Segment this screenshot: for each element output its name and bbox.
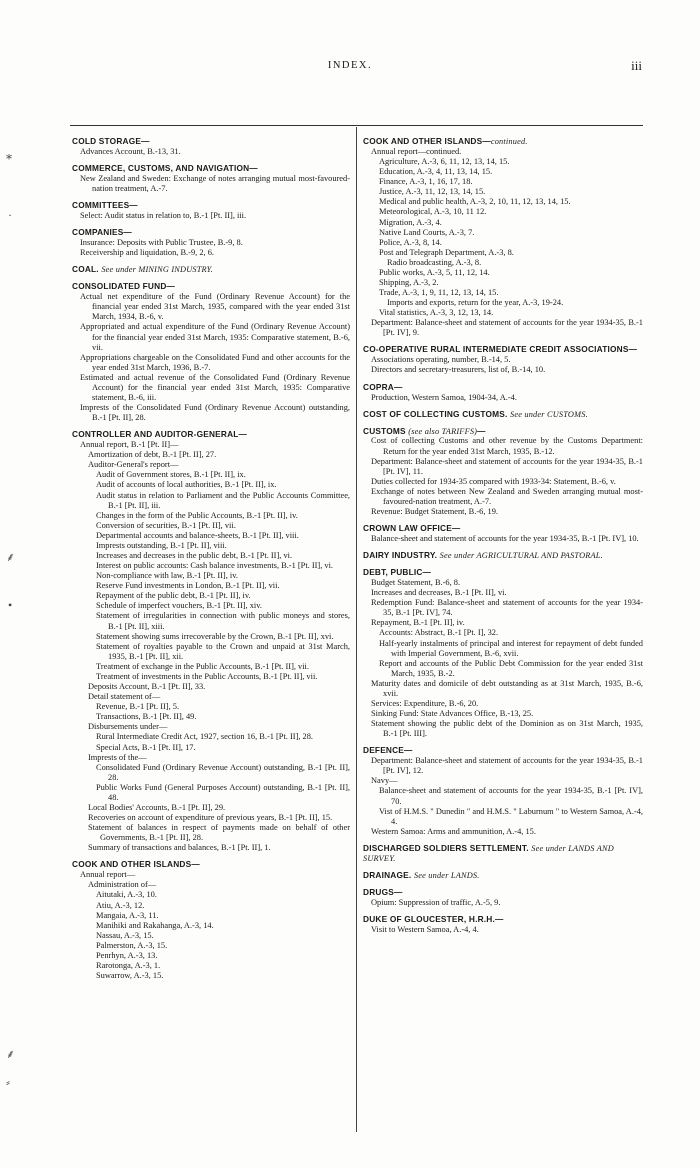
index-heading: DISCHARGED SOLDIERS SETTLEMENT. See under LANDS AND SURVEY. bbox=[363, 842, 614, 863]
index-entry bbox=[72, 164, 350, 194]
index-entry bbox=[363, 383, 643, 403]
index-line: Appropriated and actual expenditure of the Fund (Ordinary Revenue Account) for the financial year ended 31st March, 1935: Comparative statement, B.-6, vii. bbox=[80, 322, 350, 352]
index-line: Penrhyn, A.-3, 13. bbox=[96, 950, 158, 960]
index-entry bbox=[363, 410, 643, 420]
index-line: Non-compliance with law, B.-1 [Pt. II], iv. bbox=[96, 571, 238, 581]
index-line: Vist of H.M.S. " Dunedin " and H.M.S. " Laburnum " to Western Samoa, A.-4, 4. bbox=[379, 806, 643, 826]
index-line: Education, A.-3, 4, 11, 13, 14, 15. bbox=[379, 167, 493, 177]
index-line: Disbursements under— bbox=[88, 722, 168, 732]
index-entry bbox=[363, 345, 643, 375]
index-line: Amortization of debt, B.-1 [Pt. II], 27. bbox=[88, 450, 217, 460]
index-heading: CO-OPERATIVE RURAL INTERMEDIATE CREDIT ASSOCIATIONS— bbox=[363, 344, 638, 355]
index-line: Budget Statement, B.-6, 8. bbox=[371, 578, 461, 588]
index-line: Visit to Western Samoa, A.-4, 4. bbox=[371, 924, 479, 934]
index-line: Aitutaki, A.-3, 10. bbox=[96, 890, 157, 900]
index-line: Manihiki and Rakahanga, A.-3, 14. bbox=[96, 920, 214, 930]
index-line: Deposits Account, B.-1 [Pt. II], 33. bbox=[88, 682, 206, 692]
index-line: Increases and decreases in the public debt, B.-1 [Pt. II], vi. bbox=[96, 551, 293, 561]
index-line: Navy— bbox=[371, 776, 398, 786]
index-line: Statement showing the public debt of the Dominion as on 31st March, 1935, B.-1 [Pt. III]. bbox=[371, 719, 643, 739]
index-heading: DAIRY INDUSTRY. See under AGRICULTURAL AND PASTORAL. bbox=[363, 550, 603, 561]
page-title: INDEX. bbox=[327, 60, 373, 71]
index-line: Administration of— bbox=[88, 880, 157, 890]
index-line: Cost of collecting Customs and other revenue by the Customs Department: Return for the year ended 31st March, 1935, B.-12. bbox=[371, 436, 643, 456]
index-line: Accounts: Abstract, B.-1 [Pt. I], 32. bbox=[379, 628, 499, 638]
index-line: Mangaia, A.-3, 11. bbox=[96, 910, 159, 920]
index-line: Migration, A.-3, 4. bbox=[379, 217, 442, 227]
index-entry bbox=[72, 860, 350, 981]
index-line: Treatment of exchange in the Public Accounts, B.-1 [Pt. II], vii. bbox=[96, 661, 309, 671]
index-line: Western Samoa: Arms and ammunition, A.-4, 15. bbox=[371, 826, 536, 836]
index-line: Report and accounts of the Public Debt Commission for the year ended 31st March, 1935, B.-2. bbox=[379, 658, 643, 678]
index-line: Associations operating, number, B.-14, 5. bbox=[371, 355, 511, 365]
index-entry bbox=[72, 228, 350, 258]
index-line: Revenue, B.-1 [Pt. II], 5. bbox=[96, 702, 180, 712]
index-line: Imprests of the— bbox=[88, 752, 147, 762]
index-line: Auditor-General's report— bbox=[88, 460, 179, 470]
index-line: Statement of royalties payable to the Crown and unpaid at 31st March, 1935, B.-1 [Pt. II], xii. bbox=[96, 641, 350, 661]
index-line: Statement of balances in respect of payments made on behalf of other Governments, B.-1 [Pt. II], 28. bbox=[88, 823, 350, 843]
margin-mark-icon: ⸙ bbox=[6, 1047, 16, 1061]
index-line: Summary of transactions and balances, B.-1 [Pt. II], 1. bbox=[88, 843, 271, 853]
index-line: Transactions, B.-1 [Pt. II], 49. bbox=[96, 712, 197, 722]
index-line: Interest on public accounts: Cash balance investments, B.-1 [Pt. II], vi. bbox=[96, 561, 334, 571]
index-entry bbox=[363, 844, 643, 864]
index-line: Agriculture, A.-3, 6, 11, 12, 13, 14, 15. bbox=[379, 157, 510, 167]
index-entry bbox=[72, 137, 350, 157]
see-reference: See under LANDS. bbox=[413, 870, 480, 880]
index-line: Reserve Fund investments in London, B.-1 [Pt. II], vii. bbox=[96, 581, 280, 591]
index-line: Finance, A.-3, 1, 16, 17, 18. bbox=[379, 177, 473, 187]
index-line: Select: Audit status in relation to, B.-1 [Pt. II], iii. bbox=[80, 211, 247, 221]
index-line: Exchange of notes between New Zealand and Sweden arranging mutual most-favoured-nation treatment, A.-7. bbox=[371, 486, 643, 506]
index-line: Imports and exports, return for the year, A.-3, 19-24. bbox=[387, 298, 564, 308]
index-line: Detail statement of— bbox=[88, 692, 161, 702]
index-entry bbox=[363, 551, 643, 561]
index-line: Medical and public health, A.-3, 2, 10, 11, 12, 13, 14, 15. bbox=[379, 197, 571, 207]
index-heading: COOK AND OTHER ISLANDS— bbox=[72, 859, 200, 870]
index-line: Imprests outstanding, B.-1 [Pt. II], viii. bbox=[96, 540, 227, 550]
margin-mark-icon: • bbox=[8, 598, 13, 612]
index-line: Consolidated Fund (Ordinary Revenue Account) outstanding, B.-1 [Pt. II], 28. bbox=[96, 762, 350, 782]
see-reference: See under LANDS AND SURVEY. bbox=[363, 843, 614, 863]
margin-mark-icon: ⸗ bbox=[6, 1075, 10, 1089]
index-entry bbox=[363, 888, 643, 908]
index-heading: COPRA— bbox=[363, 381, 403, 392]
index-line: Department: Balance-sheet and statement of accounts for the year 1934-35, B.-1 [Pt. IV], 12. bbox=[371, 756, 643, 776]
index-heading: DEBT, PUBLIC— bbox=[363, 567, 432, 578]
index-heading: COMMITTEES— bbox=[72, 200, 138, 211]
header-rule bbox=[70, 125, 643, 126]
index-line: Nassau, A.-3, 15. bbox=[96, 930, 154, 940]
index-heading: COMMERCE, CUSTOMS, AND NAVIGATION— bbox=[72, 163, 258, 174]
index-entry bbox=[363, 427, 643, 518]
index-line: Directors and secretary-treasurers, list of, B.-14, 10. bbox=[371, 365, 546, 375]
margin-marks bbox=[0, 0, 30, 1168]
index-line: Actual net expenditure of the Fund (Ordinary Revenue Account) for the financial year ended 31st March, 1935, compared with the year ended 31st March, 1934, B.-6, v. bbox=[80, 292, 350, 322]
index-heading: CONTROLLER AND AUDITOR-GENERAL— bbox=[72, 429, 248, 440]
index-heading: COAL. See under MINING INDUSTRY. bbox=[72, 264, 214, 275]
index-heading: COMPANIES— bbox=[72, 227, 132, 238]
index-line: Recoveries on account of expenditure of previous years, B.-1 [Pt. II], 15. bbox=[88, 813, 333, 823]
index-entry bbox=[363, 524, 643, 544]
page-number: iii bbox=[631, 58, 642, 73]
index-line: Audit of Government stores, B.-1 [Pt. II], ix. bbox=[96, 470, 246, 480]
index-line: Advances Account, B.-13, 31. bbox=[80, 146, 181, 156]
index-line: Department: Balance-sheet and statement of accounts for the year 1934-35, B.-1 [Pt. IV], 9. bbox=[371, 318, 643, 338]
index-line: Balance-sheet and statement of accounts for the year 1934-35, B.-1 [Pt. IV], 10. bbox=[371, 534, 639, 544]
index-line: Public works, A.-3, 5, 11, 12, 14. bbox=[379, 267, 490, 277]
margin-mark-icon: · bbox=[8, 208, 12, 222]
index-entry bbox=[72, 265, 350, 275]
index-entry bbox=[363, 915, 643, 935]
index-line: Statement showing sums irrecoverable by the Crown, B.-1 [Pt. II], xvi. bbox=[96, 631, 334, 641]
index-heading: CROWN LAW OFFICE— bbox=[363, 523, 461, 534]
margin-mark-icon: ⁎ bbox=[6, 148, 12, 162]
index-entry bbox=[363, 137, 643, 338]
index-line: Public Works Fund (General Purposes Account) outstanding, B.-1 [Pt. II], 48. bbox=[96, 782, 350, 802]
index-line: Atiu, A.-3, 12. bbox=[96, 900, 145, 910]
index-entry bbox=[363, 746, 643, 837]
page-header bbox=[0, 60, 700, 80]
index-entry bbox=[72, 282, 350, 423]
see-reference: See under AGRICULTURAL AND PASTORAL. bbox=[439, 551, 603, 561]
index-entry bbox=[363, 871, 643, 881]
index-line: Statement of irregularities in connection with public moneys and stores, B.-1 [Pt. II], xiii. bbox=[96, 611, 350, 631]
index-line: Balance-sheet and statement of accounts for the year 1934-35, B.-1 [Pt. IV], 70. bbox=[379, 786, 643, 806]
index-line: Schedule of imperfect vouchers, B.-1 [Pt. II], xiv. bbox=[96, 601, 262, 611]
index-line: Increases and decreases, B.-1 [Pt. II], vi. bbox=[371, 588, 507, 598]
index-line: Changes in the form of the Public Accounts, B.-1 [Pt. II], iv. bbox=[96, 510, 298, 520]
right-column bbox=[363, 137, 643, 1137]
index-line: Rural Intermediate Credit Act, 1927, section 16, B.-1 [Pt. II], 28. bbox=[96, 732, 314, 742]
index-line: Repayment of the public debt, B.-1 [Pt. II], iv. bbox=[96, 591, 251, 601]
index-line: New Zealand and Sweden: Exchange of notes arranging mutual most-favoured-nation treatment, A.-7. bbox=[80, 173, 350, 194]
index-line: Annual report— bbox=[80, 870, 136, 880]
index-heading: DRUGS— bbox=[363, 886, 403, 897]
index-line: Post and Telegraph Department, A.-3, 8. bbox=[379, 247, 514, 257]
index-line: Justice, A.-3, 11, 12, 13, 14, 15. bbox=[379, 187, 486, 197]
index-line: Shipping, A.-3, 2. bbox=[379, 277, 439, 287]
index-line: Opium: Suppression of traffic, A.-5, 9. bbox=[371, 897, 501, 907]
index-line: Audit of accounts of local authorities, B.-1 [Pt. II], ix. bbox=[96, 480, 277, 490]
margin-mark-icon: ⸙ bbox=[6, 550, 16, 564]
index-line: Appropriations chargeable on the Consolidated Fund and other accounts for the year ended 31st March, 1936, B.-7. bbox=[80, 352, 350, 372]
index-line: Conversion of securities, B.-1 [Pt. II], vii. bbox=[96, 520, 236, 530]
index-heading: CUSTOMS (see also TARIFFS)— bbox=[363, 425, 486, 436]
index-line: Departmental accounts and balance-sheets, B.-1 [Pt. II], viii. bbox=[96, 530, 299, 540]
index-line: Radio broadcasting, A.-3, 8. bbox=[387, 257, 482, 267]
index-entry bbox=[72, 430, 350, 853]
index-heading: COOK AND OTHER ISLANDS—continued. bbox=[363, 137, 528, 146]
index-entry bbox=[363, 568, 643, 739]
index-line: Half-yearly instalments of principal and interest for repayment of debt funded with Imperial Government, B.-6, xvii. bbox=[379, 638, 643, 658]
index-line: Estimated and actual revenue of the Consolidated Fund (Ordinary Revenue Account) for the financial year ended 31st March, 1935: Comparative statement, B.-6, iii. bbox=[80, 372, 350, 402]
left-column bbox=[72, 137, 350, 1137]
index-entry bbox=[72, 201, 350, 221]
index-line: Special Acts, B.-1 [Pt. II], 17. bbox=[96, 742, 196, 752]
index-heading: DRAINAGE. See under LANDS. bbox=[363, 869, 480, 880]
see-reference: See under CUSTOMS. bbox=[509, 409, 588, 419]
index-line: Palmerston, A.-3, 15. bbox=[96, 940, 168, 950]
index-line: Native Land Courts, A.-3, 7. bbox=[379, 227, 475, 237]
index-heading: COST OF COLLECTING CUSTOMS. See under CUSTOMS. bbox=[363, 408, 588, 419]
index-heading: CONSOLIDATED FUND— bbox=[72, 281, 176, 292]
index-heading: DEFENCE— bbox=[363, 745, 413, 756]
index-line: Imprests of the Consolidated Fund (Ordinary Revenue Account) outstanding, B.-1 [Pt. II], 28. bbox=[80, 403, 350, 423]
index-line: Insurance: Deposits with Public Trustee, B.-9, 8. bbox=[80, 238, 243, 248]
index-line: Treatment of investments in the Public Accounts, B.-1 [Pt. II], vii. bbox=[96, 671, 318, 681]
index-line: Department: Balance-sheet and statement of accounts for the year 1934-35, B.-1 [Pt. IV], 11. bbox=[371, 456, 643, 476]
index-line: Maturity dates and domicile of debt outstanding as at 31st March, 1935, B.-6, xvii. bbox=[371, 678, 643, 698]
index-line: Local Bodies' Accounts, B.-1 [Pt. II], 29. bbox=[88, 802, 226, 812]
index-heading: COLD STORAGE— bbox=[72, 137, 150, 146]
column-divider bbox=[356, 127, 357, 1132]
index-heading: DUKE OF GLOUCESTER, H.R.H.— bbox=[363, 913, 504, 924]
index-line: Suwarrow, A.-3, 15. bbox=[96, 971, 164, 981]
index-line: Revenue: Budget Statement, B.-6, 19. bbox=[371, 507, 498, 517]
index-line: Sinking Fund: State Advances Office, B.-13, 25. bbox=[371, 709, 534, 719]
index-line: Meteorological, A.-3, 10, 11 12. bbox=[379, 207, 487, 217]
index-line: Repayment, B.-1 [Pt. II], iv. bbox=[371, 618, 465, 628]
index-line: Redemption Fund: Balance-sheet and statement of accounts for the year 1934-35, B.-1 [Pt. IV], 74. bbox=[371, 598, 643, 618]
index-line: Vital statistics, A.-3, 3, 12, 13, 14. bbox=[379, 308, 494, 318]
index-line: Annual report, B.-1 [Pt. II]— bbox=[80, 440, 179, 450]
index-line: Production, Western Samoa, 1904-34, A.-4. bbox=[371, 392, 517, 402]
index-line: Services: Expenditure, B.-6, 20. bbox=[371, 698, 479, 708]
index-line: Trade, A.-3, 1, 9, 11, 12, 13, 14, 15. bbox=[379, 288, 499, 298]
index-line: Receivership and liquidation, B.-9, 2, 6. bbox=[80, 248, 214, 258]
index-line: Duties collected for 1934-35 compared with 1933-34: Statement, B.-6, v. bbox=[371, 476, 616, 486]
see-reference: See under MINING INDUSTRY. bbox=[101, 265, 214, 275]
index-line: Police, A.-3, 8, 14. bbox=[379, 237, 442, 247]
index-line: Audit status in relation to Parliament and the Public Accounts Committee, B.-1 [Pt. II], iii. bbox=[96, 490, 350, 510]
index-line: Rarotonga, A.-3, 1. bbox=[96, 961, 161, 971]
index-line: Annual report—continued. bbox=[371, 146, 462, 156]
